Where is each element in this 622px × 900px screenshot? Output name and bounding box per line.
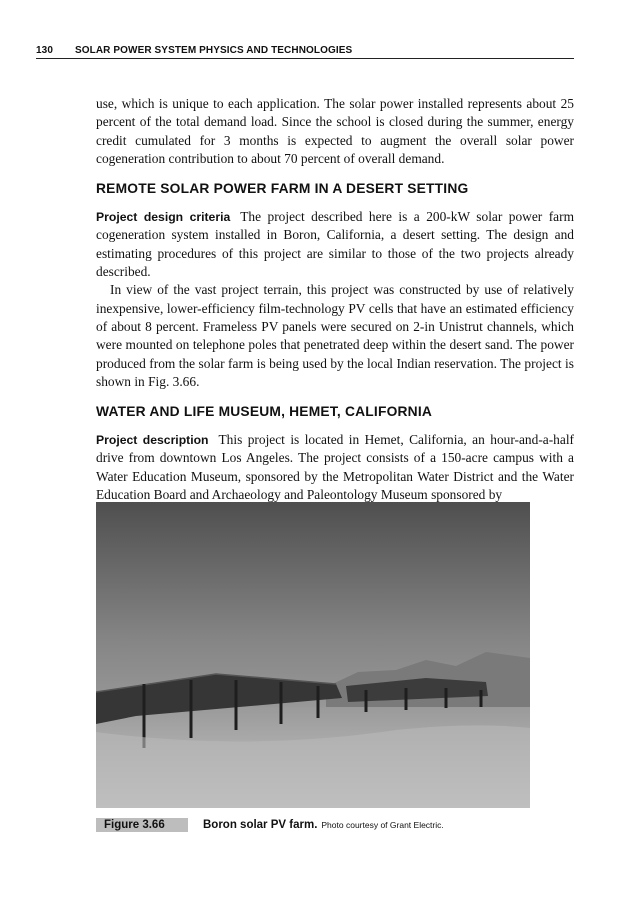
figure-caption xyxy=(96,818,574,832)
body-text xyxy=(96,95,574,504)
runin-head-design-criteria: Project design criteria xyxy=(96,210,231,225)
figure-label: Figure 3.66 xyxy=(96,818,188,832)
runin-head-project-description: Project description xyxy=(96,433,209,448)
section-1-paragraph-1-text: The project described here is a 200-kW solar power farm cogeneration system installed in Boron, California, a desert setting. The design and estimating procedures of this project are similar to those of the two projects already described. xyxy=(96,209,574,280)
section-1-paragraph-1 xyxy=(96,208,574,281)
section-heading-water-life-museum: WATER AND LIFE MUSEUM, HEMET, CALIFORNIA xyxy=(96,404,433,420)
section-2-paragraph-1-text: This project is located in Hemet, California, an hour-and-a-half drive from downtown Los Angeles. The project consists of a 150-acre campus with a Water Education Museum, sponsored by the Metropolitan Water District and the Water Education Board and Archaeology and Paleontology Museum sponsored by xyxy=(96,432,575,503)
figure-photo-boron-solar-farm xyxy=(96,502,530,808)
running-head xyxy=(36,45,574,56)
running-head-title: SOLAR POWER SYSTEM PHYSICS AND TECHNOLOGIES xyxy=(75,45,353,56)
section-heading-remote-solar-farm: REMOTE SOLAR POWER FARM IN A DESERT SETTING xyxy=(96,181,469,197)
section-1-paragraph-2: In view of the vast project terrain, this project was constructed by use of relatively inexpensive, lower-efficiency film-technology PV cells that have an estimated efficiency of about 8 percent. Frameless PV panels were secured on 2-in Unistrut channels, which were mounted on telephone poles that penetrated deep within the desert sand. The power produced from the solar farm is being used by the local Indian reservation. The project is shown in Fig. 3.66. xyxy=(96,282,574,389)
header-rule xyxy=(36,58,574,59)
page-number: 130 xyxy=(36,45,53,56)
figure-title: Boron solar PV farm. xyxy=(203,819,318,831)
intro-paragraph: use, which is unique to each application. The solar power installed represents about 25 percent of the total demand load. Since the school is closed during the summer, energy credit cumulated for 3 months is expected to augment the overall solar power cogeneration contribution to about 70 percent of overall demand. xyxy=(96,96,574,166)
photo-illustration xyxy=(96,502,530,808)
section-2-paragraph-1 xyxy=(96,431,574,504)
figure-credit: Photo courtesy of Grant Electric. xyxy=(321,820,444,830)
